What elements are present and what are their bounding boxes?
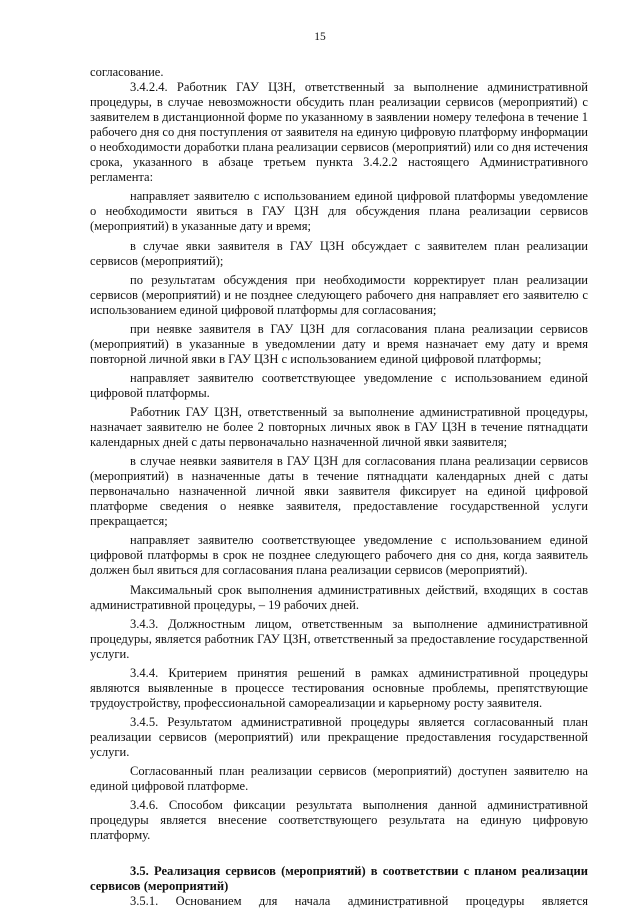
- paragraph: 3.4.5. Результатом административной процедуры является согласованный план реализации сервисов (мероприятий) или прекращение предоставления государственной услуги.: [90, 714, 588, 759]
- paragraph: Согласованный план реализации сервисов (мероприятий) доступен заявителю на единой цифровой платформе.: [90, 764, 588, 794]
- paragraph: согласование.: [90, 65, 164, 79]
- paragraph: в случае явки заявителя в ГАУ ЦЗН обсуждает с заявителем план реализации сервисов (мероприятий);: [90, 238, 588, 268]
- paragraph: по результатам обсуждения при необходимости корректирует план реализации сервисов (мероприятий) и не позднее следующего рабочего дня направляет его заявителю с использованием единой цифровой платформы для согласования;: [90, 272, 588, 317]
- section-heading: 3.5. Реализация сервисов (мероприятий) в соответствии с планом реализации сервисов (мероприятий): [90, 864, 588, 894]
- paragraph: при неявке заявителя в ГАУ ЦЗН для согласования плана реализации сервисов (мероприятий) в указанные в уведомлении дату и время назначает ему дату и время повторной личной явки в ГАУ ЦЗН с использованием единой цифровой платформы;: [90, 321, 588, 366]
- paragraph: в случае неявки заявителя в ГАУ ЦЗН для согласования плана реализации сервисов (мероприятий) в назначенные даты в течение пятнадцати календарных дней с даты первоначально назначенной личной явки заявителя фиксирует на единой цифровой платформе сведения о неявке заявителя, предоставление государственной услуги прекращается;: [90, 454, 588, 529]
- paragraph: 3.4.4. Критерием принятия решений в рамках административной процедуры являются выявленные в процессе тестирования основные проблемы, препятствующие трудоустройству, профессиональной самореализации и карьерному росту заявителя.: [90, 665, 588, 710]
- paragraph: направляет заявителю соответствующее уведомление с использованием единой цифровой платформы.: [90, 370, 588, 400]
- paragraph: 3.5.1. Основанием для начала административной процедуры является: [130, 894, 588, 909]
- paragraph: направляет заявителю соответствующее уведомление с использованием единой цифровой платформы в срок не позднее следующего рабочего дня со дня, когда заявитель должен был явиться для согласования плана реализации сервисов (мероприятий).: [90, 533, 588, 578]
- paragraph: 3.4.6. Способом фиксации результата выполнения данной административной процедуры является внесение соответствующего результата на единую цифровую платформу.: [90, 798, 588, 843]
- document-body: [90, 65, 588, 909]
- paragraph: направляет заявителю с использованием единой цифровой платформы уведомление о необходимости явиться в ГАУ ЦЗН для обсуждения плана реализации сервисов (мероприятий) в указанные дату и время;: [90, 189, 588, 234]
- paragraph: Максимальный срок выполнения административных действий, входящих в состав административной процедуры, – 19 рабочих дней.: [90, 582, 588, 612]
- paragraph: 3.4.2.4. Работник ГАУ ЦЗН, ответственный за выполнение административной процедуры, в случае невозможности обсудить план реализации сервисов (мероприятий) с заявителем в дистанционной форме по указанному в заявлении номеру телефона в течение 1 рабочего дня со дня поступления от заявителя на единую цифровую платформу информации о необходимости доработки плана реализации сервисов (мероприятий) или со дня истечения срока, указанного в абзаце третьем пункта 3.4.2.2 настоящего Административного регламента:: [90, 80, 588, 185]
- paragraph: 3.4.3. Должностным лицом, ответственным за выполнение административной процедуры, является работник ГАУ ЦЗН, ответственный за предоставление государственной услуги.: [90, 616, 588, 661]
- paragraph: Работник ГАУ ЦЗН, ответственный за выполнение административной процедуры, назначает заявителю не более 2 повторных личных явок в ГАУ ЦЗН в течение пятнадцати календарных дней с даты первоначально назначенной личной явки заявителя;: [90, 404, 588, 450]
- page-number: 15: [314, 31, 326, 43]
